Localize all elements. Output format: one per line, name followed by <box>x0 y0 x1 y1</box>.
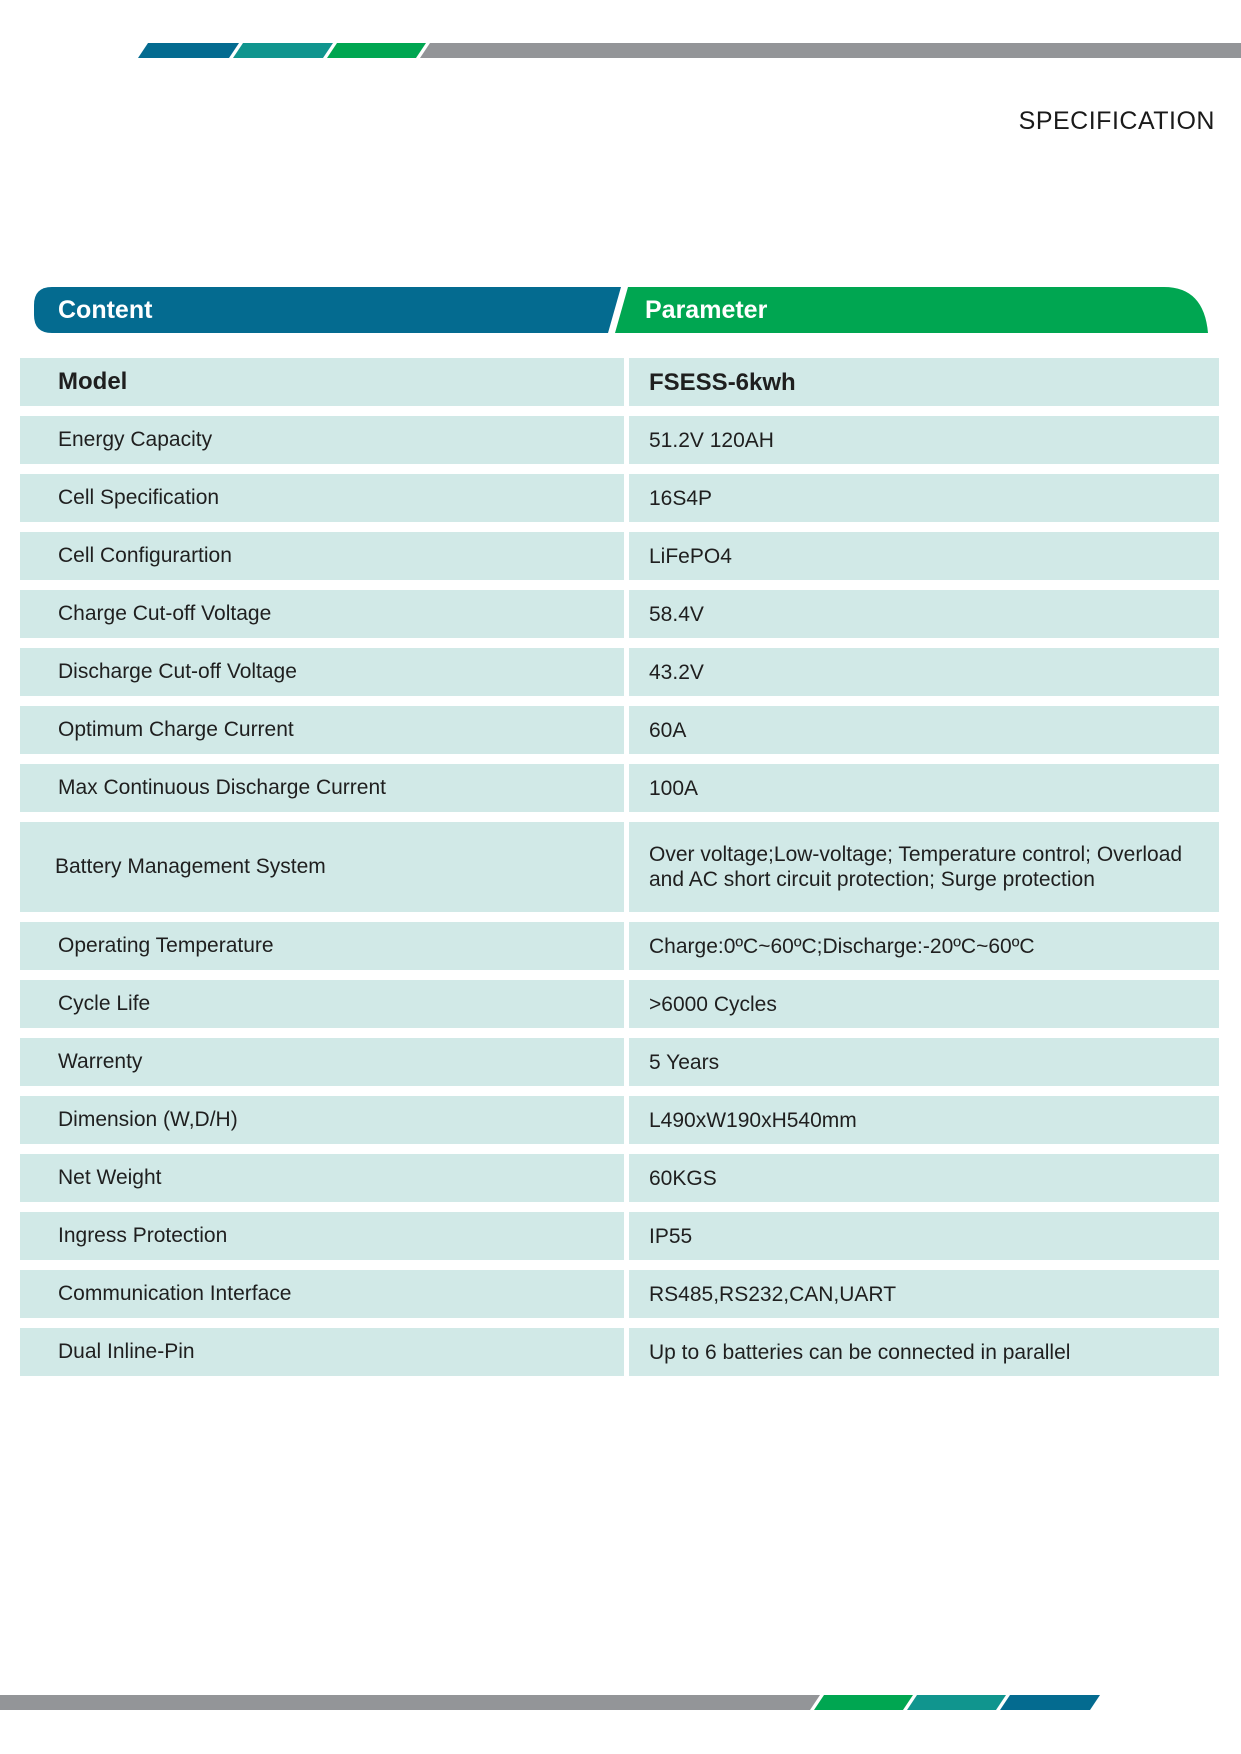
spec-name: Cell Specification <box>20 474 624 522</box>
table-row <box>20 474 1219 522</box>
table-row <box>20 980 1219 1028</box>
table-row <box>20 532 1219 580</box>
content-column-header: Content <box>58 296 153 324</box>
parameter-column-header: Parameter <box>645 296 768 324</box>
table-row <box>20 706 1219 754</box>
table-row <box>20 358 1219 406</box>
spec-value: >6000 Cycles <box>629 980 1219 1028</box>
spec-value: 60A <box>629 706 1219 754</box>
spec-name: Ingress Protection <box>20 1212 624 1260</box>
spec-value: L490xW190xH540mm <box>629 1096 1219 1144</box>
spec-name: Discharge Cut-off Voltage <box>20 648 624 696</box>
table-row <box>20 1038 1219 1086</box>
spec-value: Over voltage;Low-voltage; Temperature control; Overload and AC short circuit protection; Surge protection <box>629 822 1219 912</box>
table-row <box>20 822 1219 912</box>
table-row <box>20 764 1219 812</box>
table-row <box>20 1270 1219 1318</box>
page-title: SPECIFICATION <box>1018 107 1215 135</box>
spec-value: Charge:0ºC~60ºC;Discharge:-20ºC~60ºC <box>629 922 1219 970</box>
spec-name: Net Weight <box>20 1154 624 1202</box>
spec-value: 60KGS <box>629 1154 1219 1202</box>
spec-name: Dimension (W,D/H) <box>20 1096 624 1144</box>
spec-name: Battery Management System <box>20 822 624 912</box>
spec-value: 5 Years <box>629 1038 1219 1086</box>
spec-value: 16S4P <box>629 474 1219 522</box>
spec-value: 58.4V <box>629 590 1219 638</box>
table-header-background <box>34 287 1208 333</box>
bottom-decorative-stripe <box>0 1692 1241 1712</box>
specification-table <box>20 358 1219 1386</box>
table-row <box>20 1096 1219 1144</box>
spec-name: Warrenty <box>20 1038 624 1086</box>
table-header <box>34 287 1208 333</box>
spec-value: FSESS-6kwh <box>629 358 1219 406</box>
spec-name: Model <box>20 358 624 406</box>
spec-name: Communication Interface <box>20 1270 624 1318</box>
spec-value: Up to 6 batteries can be connected in parallel <box>629 1328 1219 1376</box>
spec-name: Max Continuous Discharge Current <box>20 764 624 812</box>
spec-name: Cell Configurartion <box>20 532 624 580</box>
table-row <box>20 416 1219 464</box>
table-row <box>20 1328 1219 1376</box>
table-row <box>20 1154 1219 1202</box>
spec-name: Operating Temperature <box>20 922 624 970</box>
spec-value: RS485,RS232,CAN,UART <box>629 1270 1219 1318</box>
table-row <box>20 590 1219 638</box>
table-row <box>20 648 1219 696</box>
spec-name: Charge Cut-off Voltage <box>20 590 624 638</box>
spec-name: Cycle Life <box>20 980 624 1028</box>
table-row <box>20 922 1219 970</box>
top-decorative-stripe <box>0 40 1241 60</box>
table-row <box>20 1212 1219 1260</box>
spec-value: IP55 <box>629 1212 1219 1260</box>
spec-name: Energy Capacity <box>20 416 624 464</box>
spec-value: 43.2V <box>629 648 1219 696</box>
spec-name: Dual Inline-Pin <box>20 1328 624 1376</box>
spec-value: LiFePO4 <box>629 532 1219 580</box>
spec-value: 51.2V 120AH <box>629 416 1219 464</box>
spec-name: Optimum Charge Current <box>20 706 624 754</box>
spec-value: 100A <box>629 764 1219 812</box>
